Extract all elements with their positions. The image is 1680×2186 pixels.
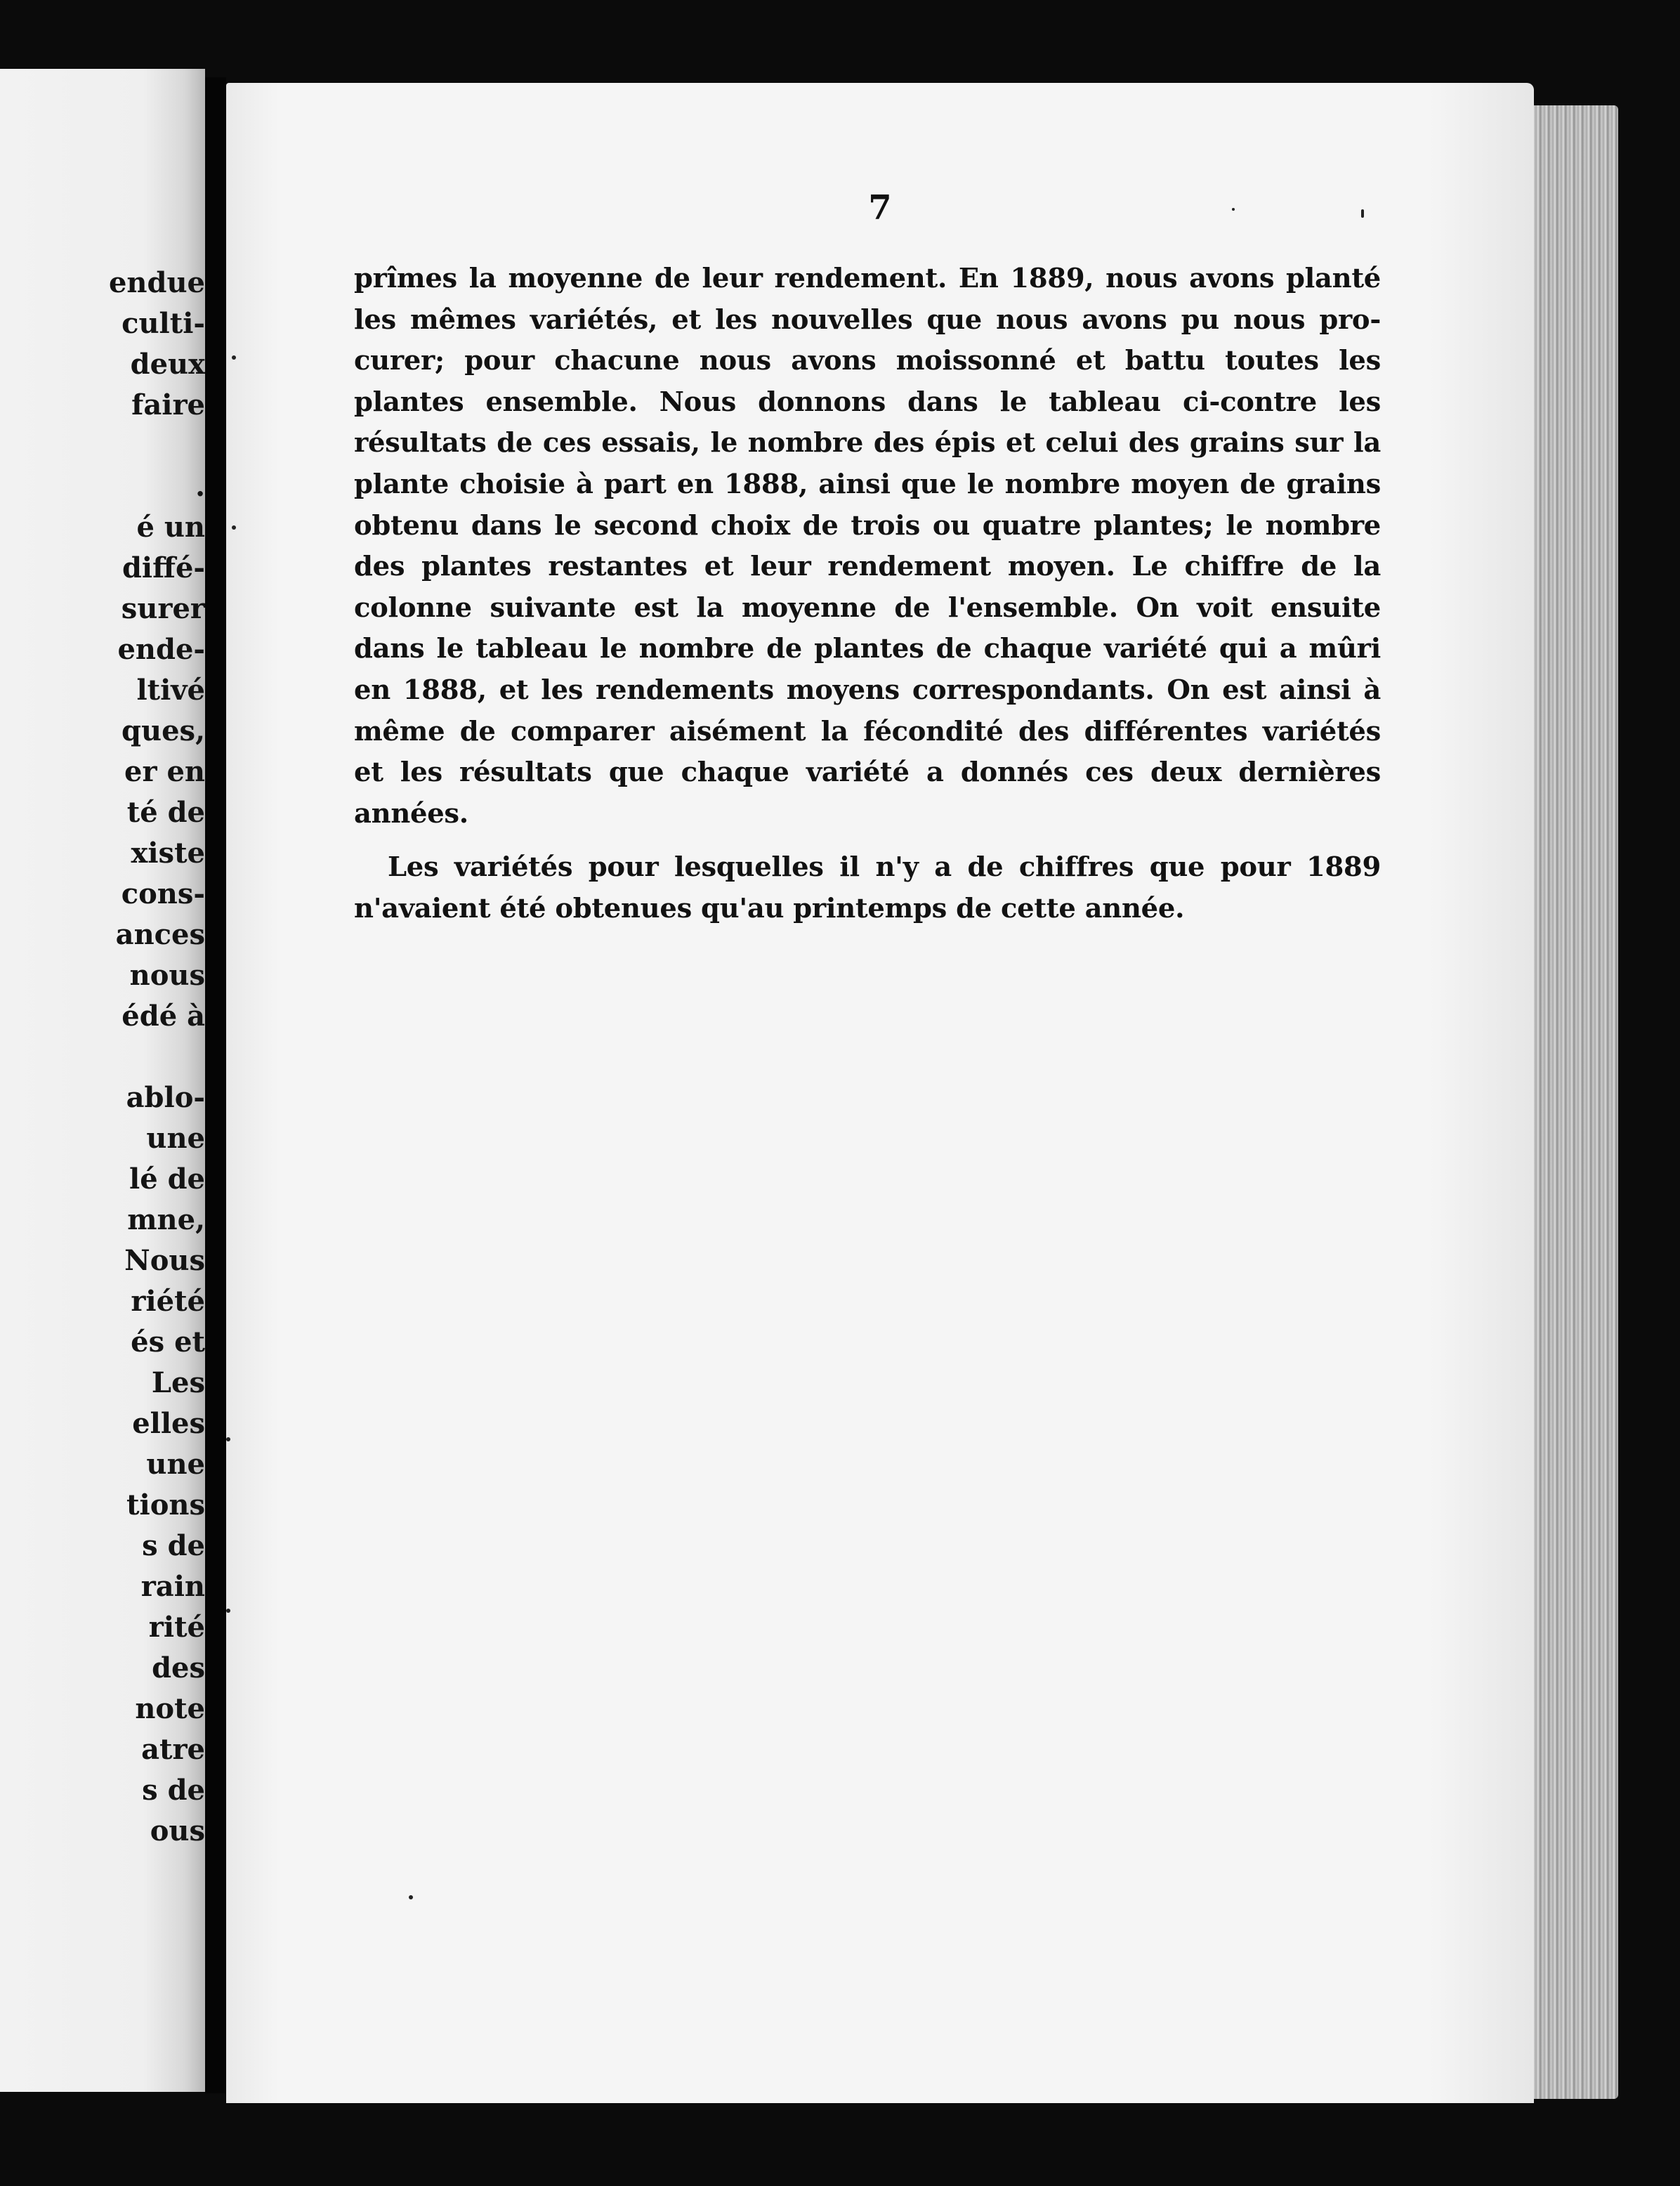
left-page-line: ances — [115, 918, 205, 951]
left-page-line: atre — [141, 1733, 205, 1766]
text-line: et les résultats que chaque variété a donnés ces deux dernières — [354, 757, 1381, 789]
book-gutter — [205, 77, 226, 2093]
left-page-line: Nous — [124, 1244, 205, 1277]
margin-mark — [232, 355, 236, 360]
page-number: 7 — [868, 188, 892, 228]
left-page-line: tions — [126, 1488, 205, 1521]
paragraph-1 — [354, 258, 1381, 835]
left-page-line: surer — [121, 592, 205, 625]
left-page-line: . — [195, 470, 205, 503]
text-line: des plantes restantes et leur rendement moyen. Le chiffre de la — [354, 551, 1381, 583]
page-edges — [1534, 105, 1618, 2099]
text-line: résultats de ces essais, le nombre des épis et celui des grains sur la — [354, 427, 1381, 459]
left-page-line: ende- — [117, 633, 205, 666]
left-page-line: des — [152, 1651, 205, 1684]
left-page-line: rité — [148, 1611, 205, 1644]
text-line: en 1888, et les rendements moyens correspondants. On est ainsi à — [354, 674, 1381, 706]
scan-speck — [1232, 208, 1235, 211]
text-line: colonne suivante est la moyenne de l'ensemble. On voit ensuite — [354, 591, 1381, 624]
left-page-line — [109, 426, 205, 466]
left-page-line: té de — [126, 796, 205, 829]
text-line: curer; pour chacune nous avons moissonné et battu toutes les — [354, 345, 1381, 377]
left-page-line: une — [146, 1448, 205, 1481]
text-line: obtenu dans le second choix de trois ou quatre plantes; le nombre — [354, 509, 1381, 542]
left-page-line: cons- — [121, 877, 205, 910]
paragraph-2 — [354, 847, 1381, 929]
left-page-text — [109, 263, 205, 1852]
left-page-line: culti- — [122, 307, 205, 340]
left-page-line: deux — [130, 348, 205, 381]
left-page-line — [109, 1037, 205, 1078]
left-page-fragment — [0, 69, 205, 2092]
left-page-line: faire — [131, 388, 205, 421]
left-page-line: mne, — [127, 1203, 205, 1236]
left-page-line: rain — [140, 1570, 205, 1603]
left-page-line: s de — [142, 1529, 205, 1562]
scan-speck — [1361, 209, 1364, 218]
text-line: années. — [354, 797, 468, 830]
text-line: plantes ensemble. Nous donnons dans le tableau ci-contre les — [354, 386, 1381, 418]
left-page-line: endue — [108, 266, 205, 299]
left-page-line: diffé- — [122, 551, 205, 584]
text-line: n'avaient été obtenues qu'au printemps de cette année. — [354, 892, 1185, 924]
left-page-line: s de — [142, 1774, 205, 1807]
left-page-line: és et — [131, 1326, 205, 1359]
left-page-line: ques, — [122, 714, 205, 747]
left-page-line: note — [135, 1692, 205, 1725]
margin-mark — [232, 525, 236, 530]
text-line: dans le tableau le nombre de plantes de chaque variété qui a mûri — [354, 633, 1381, 665]
left-page-line: ablo- — [126, 1081, 205, 1114]
text-line: même de comparer aisément la fécondité des différentes variétés — [354, 715, 1381, 747]
left-page-line: xiste — [131, 837, 205, 870]
left-page-line: riété — [131, 1285, 205, 1318]
text-line: Les variétés pour lesquelles il n'y a de chiffres que pour 1889 — [388, 851, 1381, 884]
left-page-line: ous — [150, 1814, 205, 1847]
left-page-line: lé de — [129, 1163, 205, 1196]
left-page-line: er en — [124, 755, 205, 788]
left-page-line: Les — [151, 1366, 205, 1399]
margin-mark — [226, 1437, 230, 1441]
left-page-line: une — [146, 1122, 205, 1155]
right-page — [226, 83, 1534, 2103]
body-text — [354, 258, 1381, 930]
left-page-line: nous — [129, 959, 205, 992]
text-line: les mêmes variétés, et les nouvelles que nous avons pu nous pro- — [354, 303, 1381, 336]
left-page-line: é un — [136, 511, 205, 544]
left-page-line: édé à — [122, 1000, 205, 1033]
text-line: plante choisie à part en 1888, ainsi que le nombre moyen de grains — [354, 468, 1381, 500]
left-page-line: ltivé — [136, 674, 205, 707]
left-page-line: elles — [132, 1407, 205, 1440]
text-line: prîmes la moyenne de leur rendement. En 1889, nous avons planté — [354, 263, 1381, 294]
margin-mark — [226, 1609, 230, 1613]
scan-speck — [409, 1895, 413, 1899]
